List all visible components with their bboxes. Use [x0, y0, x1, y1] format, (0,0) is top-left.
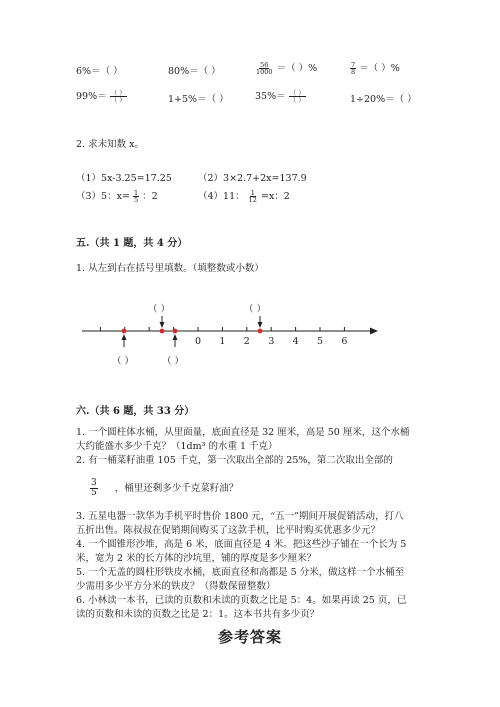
tick-label: 2	[243, 336, 250, 347]
fraction: $\frac{1}{5}$	[133, 188, 139, 204]
conversion-80-percent: 80%＝（ ）	[168, 66, 221, 77]
fraction-3-5: $\frac{3}{5}$	[91, 478, 97, 498]
tick-label: 3	[268, 336, 275, 347]
conversion-1-plus-5-percent: 1+5%＝（ ）	[168, 94, 229, 105]
tick-label: 1	[219, 336, 226, 347]
up-arrow-left-head	[122, 334, 127, 340]
fraction: $\frac{1}{12}$	[248, 188, 257, 204]
blank-bottom-right: （ ）	[162, 356, 185, 367]
section-6-q3-line2: 五折出售。陈叔叔在促销期间购买了这款手机，比平时购买优惠多少元？	[76, 525, 381, 536]
blank-bottom-left: （ ）	[112, 356, 135, 367]
section-6-q5-line1: 5. 一个无盖的圆柱形铁皮水桶，底面直径和高都是 5 分米，做这样一个水桶至	[76, 567, 405, 578]
red-point-3	[173, 329, 178, 334]
conversion-7-over-8: $\frac{7}{8}$ ＝（ ）%	[351, 60, 400, 76]
fraction-blank: $\frac{( )}{( )}$	[110, 88, 126, 104]
conversion-35-percent: 35%＝ $\frac{( )}{( )}$	[255, 88, 305, 104]
fraction: $\frac{56}{1000}$	[256, 60, 273, 76]
conversion-6-percent: 6%＝（ ）	[76, 66, 123, 77]
number-line-arrowhead	[370, 328, 378, 335]
section-5-heading: 五.（共 1 题，共 4 分）	[76, 238, 188, 249]
number-line-ticks	[100, 327, 344, 331]
fraction: $\frac{7}{8}$	[351, 60, 356, 76]
blank-top-right: （ ）	[244, 304, 267, 315]
section-6-q5-line2: 少需用多少平方分米的铁皮？（得数保留整数）	[76, 581, 276, 592]
equation-1: （1）5x-3.25=17.25	[76, 173, 172, 184]
down-arrow-right-head	[258, 322, 263, 328]
section-6-heading: 六.（共 6 题，共 33 分）	[76, 406, 195, 417]
tick-label: 5	[317, 336, 324, 347]
blank-top-left: （ ）	[148, 304, 171, 315]
equation-2: （2）3×2.7+2x=137.9	[198, 173, 307, 184]
section-6-q2-line1: 2. 有一桶菜籽油重 105 千克，第一次取出全部的 25%，第二次取出全部的	[76, 455, 393, 466]
section-6-q3-line1: 3. 五星电器一款华为手机平时售价 1800 元，“五一”期间开展促销活动，打八	[76, 511, 404, 522]
section-6-q6-line2: 读的页数和未读的页数之比是 2：1。这本书共有多少页？	[76, 609, 320, 620]
fraction-blank: $\frac{( )}{( )}$	[289, 88, 305, 104]
tick-label: 4	[292, 336, 299, 347]
conversion-99-percent: 99%＝ $\frac{( )}{( )}$	[76, 88, 126, 104]
section-6-q4-line2: 米，宽为 2 米的长方体的沙坑里，铺的厚度是多少厘米？	[76, 553, 317, 564]
conversion-56-over-1000: $\frac{56}{1000}$ ＝（ ）%	[256, 60, 318, 76]
equation-3: （3）5：x= $\frac{1}{5}$ ：2	[76, 188, 158, 204]
red-point-1	[122, 329, 127, 334]
section-6-q6-line1: 6. 小林读一本书，已读的页数和未读的页数之比是 5：4。如果再读 25 页，已	[76, 595, 407, 606]
section-6-q4-line1: 4. 一个圆锥形沙堆，高是 6 米，底面直径是 4 米。把这些沙子铺在一个长为 5	[76, 539, 407, 550]
down-arrow-left-head	[160, 322, 165, 328]
section-6-q1-line2: 大约能盛水多少千克？（1dm³ 的水重 1 千克）	[76, 441, 278, 452]
red-point-2	[160, 329, 165, 334]
section-5-question-1: 1. 从左到右在括号里填数。（填整数或小数）	[76, 263, 264, 274]
question-2-title: 2. 求未知数 x。	[76, 139, 144, 150]
section-6-q2-line2: $\frac{3}{5}$ ，桶里还剩多少千克菜籽油？	[91, 478, 239, 498]
section-6-q1-line1: 1. 一个圆柱体水桶，从里面量，底面直径是 32 厘米，高是 50 厘米，这个水桶	[76, 427, 410, 438]
conversion-1-div-20-percent: 1÷20%＝（ ）	[350, 94, 417, 105]
equation-4: （4）11： $\frac{1}{12}$ =x：2	[198, 188, 290, 204]
up-arrow-right-head	[173, 334, 178, 340]
tick-label: 6	[341, 336, 348, 347]
tick-label: 0	[195, 336, 202, 347]
answer-key-title: 参考答案	[217, 628, 282, 646]
red-point-4	[258, 329, 263, 334]
